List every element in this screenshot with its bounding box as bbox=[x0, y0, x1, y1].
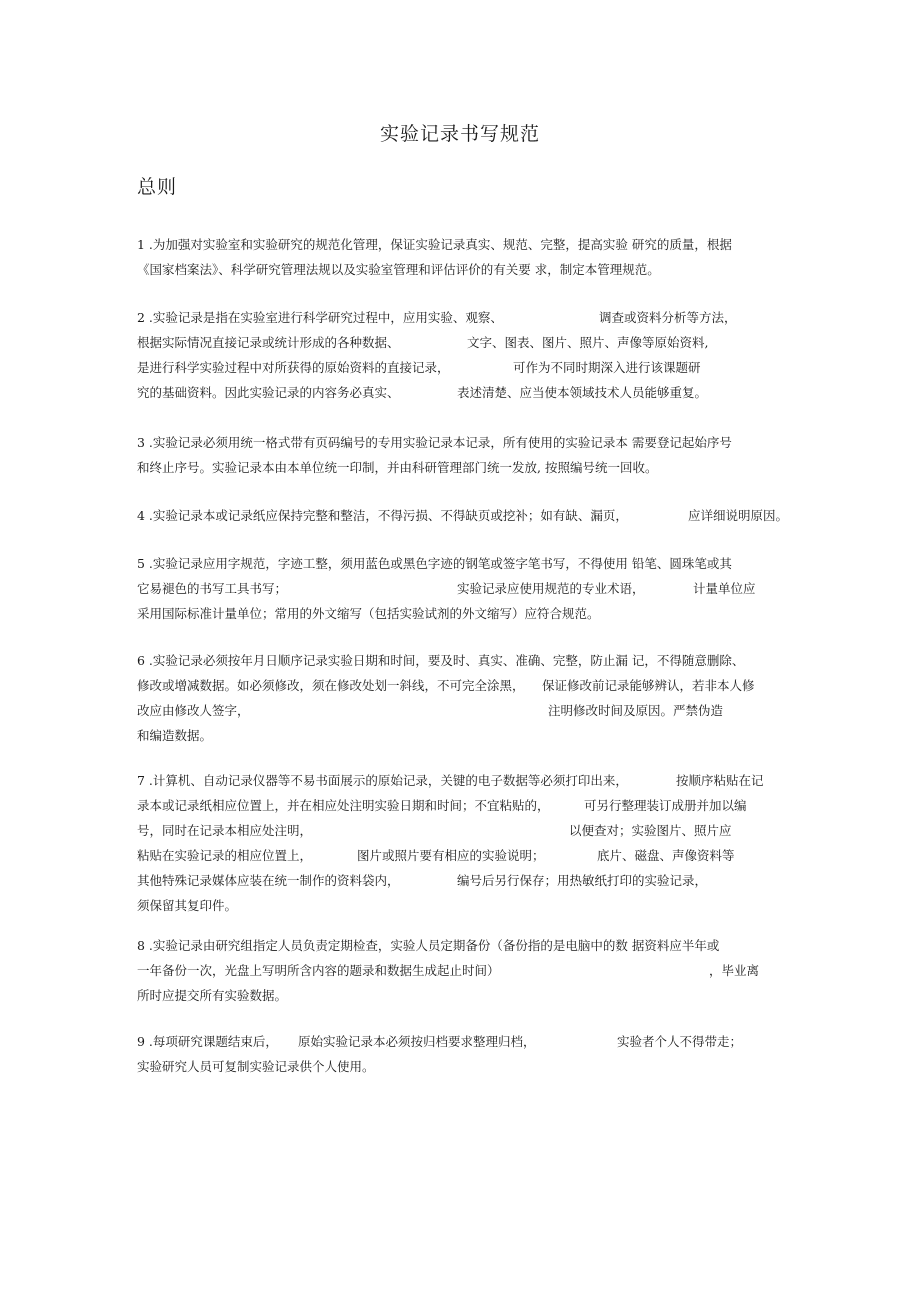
clause-line bbox=[137, 768, 797, 793]
clause-3 bbox=[137, 430, 797, 480]
clause-text: 图片或照片要有相应的实验说明； bbox=[357, 848, 545, 863]
clause-line bbox=[137, 983, 797, 1008]
clause-7 bbox=[137, 768, 797, 918]
clause-text: 表述清楚、应当使本领域技术人员能够重复。 bbox=[457, 385, 708, 400]
clause-line bbox=[137, 648, 797, 673]
clause-text: ，毕业离 bbox=[709, 963, 760, 978]
clause-text: 原始实验记录本必须按归档要求整理归档， bbox=[298, 1034, 536, 1049]
clause-text: 它易褪色的书写工具书写； bbox=[137, 581, 288, 596]
clause-line bbox=[137, 843, 797, 868]
clause-text: 修改或增减数据。如必须修改，须在修改处划一斜线，不可完全涂黑， bbox=[137, 678, 525, 693]
clause-line bbox=[137, 380, 797, 405]
clause-5 bbox=[137, 551, 797, 626]
clause-text: 和终止序号。实验记录本由本单位统一印制，并由科研管理部门统一发放, 按照编号统一回收。 bbox=[137, 460, 658, 475]
clause-text: 实验记录应使用规范的专业术语， bbox=[457, 581, 645, 596]
clause-text: 根据实际情况直接记录或统计形成的各种数据、 bbox=[137, 335, 400, 350]
clause-line bbox=[137, 723, 797, 748]
clause-text: 调查或资料分析等方法， bbox=[599, 310, 737, 325]
clause-2 bbox=[137, 305, 797, 405]
clause-text: 4 .实验记录本或记录纸应保持完整和整洁，不得污损、不得缺页或挖补；如有缺、漏页， bbox=[137, 508, 628, 523]
clause-text: 《国家档案法》、科学研究管理法规以及实验室管理和评估评价的有关要 求，制定本管理规范。 bbox=[137, 262, 660, 277]
clause-line bbox=[137, 698, 797, 723]
clause-text: 和编造数据。 bbox=[137, 728, 213, 743]
clause-text: 按顺序粘贴在记 bbox=[676, 773, 764, 788]
clause-text: 录本或记录纸相应位置上，并在相应处注明实验日期和时间；不宜粘贴的， bbox=[137, 798, 550, 813]
clause-line bbox=[137, 1054, 797, 1079]
clause-text: 应详细说明原因。 bbox=[688, 508, 789, 523]
clause-line bbox=[137, 551, 797, 576]
clause-text: 实验者个人不得带走； bbox=[617, 1034, 743, 1049]
clause-text: 一年备份一次，光盘上写明所含内容的题录和数据生成起止时间） bbox=[137, 963, 500, 978]
clause-line bbox=[137, 601, 797, 626]
clause-text: 所时应提交所有实验数据。 bbox=[137, 988, 288, 1003]
clause-text: 究的基础资料。因此实验记录的内容务必真实、 bbox=[137, 385, 400, 400]
clause-text: 采用国际标准计量单位；常用的外文缩写（包括实验试剂的外文缩写）应符合规范。 bbox=[137, 606, 600, 621]
clause-text: 注明修改时间及原因。严禁伪造 bbox=[548, 703, 724, 718]
clause-line bbox=[137, 430, 797, 455]
clause-text: 粘贴在实验记录的相应位置上， bbox=[137, 848, 313, 863]
clause-text: 改应由修改人签字， bbox=[137, 703, 250, 718]
clause-text: 7 .计算机、自动记录仪器等不易书面展示的原始记录，关键的电子数据等必须打印出来， bbox=[137, 773, 628, 788]
clause-9 bbox=[137, 1029, 797, 1079]
clause-text: 编号后另行保存；用热敏纸打印的实验记录， bbox=[457, 873, 708, 888]
clause-text: 须保留其复印件。 bbox=[137, 898, 238, 913]
clause-line bbox=[137, 330, 797, 355]
clause-text: 9 .每项研究课题结束后， bbox=[137, 1034, 278, 1049]
clause-text: 1 .为加强对实验室和实验研究的规范化管理，保证实验记录真实、规范、完整，提高实验 研究的质量，根据 bbox=[137, 237, 732, 252]
clause-line bbox=[137, 893, 797, 918]
clause-line bbox=[137, 958, 797, 983]
clause-line bbox=[137, 576, 797, 601]
clause-line bbox=[137, 232, 797, 257]
clause-text: 3 .实验记录必须用统一格式带有页码编号的专用实验记录本记录，所有使用的实验记录本 需要登记起始序号 bbox=[137, 435, 732, 450]
clause-line bbox=[137, 455, 797, 480]
clause-text: 6 .实验记录必须按年月日顺序记录实验日期和时间，要及时、真实、准确、完整，防止漏 记，不得随意删除、 bbox=[137, 653, 745, 668]
clause-text: 底片、磁盘、声像资料等 bbox=[597, 848, 735, 863]
clause-text: 是进行科学实验过程中对所获得的原始资料的直接记录， bbox=[137, 360, 450, 375]
clause-4 bbox=[137, 503, 797, 528]
clause-text: 可另行整理装订成册并加以编 bbox=[584, 798, 747, 813]
clause-line bbox=[137, 257, 797, 282]
clause-line bbox=[137, 793, 797, 818]
clause-line bbox=[137, 673, 797, 698]
clause-text: 以便查对；实验图片、照片应 bbox=[569, 823, 732, 838]
clause-1 bbox=[137, 232, 797, 282]
clause-text: 可作为不同时期深入进行该课题研 bbox=[513, 360, 701, 375]
clause-text: 计量单位应 bbox=[693, 581, 756, 596]
clause-line bbox=[137, 1029, 797, 1054]
clause-8 bbox=[137, 933, 797, 1008]
clause-text: 号，同时在记录本相应处注明， bbox=[137, 823, 313, 838]
clause-text: 保证修改前记录能够辨认，若非本人修 bbox=[542, 678, 755, 693]
clause-text: 8 .实验记录由研究组指定人员负责定期检查，实验人员定期备份（备份指的是电脑中的数 据资料应半年或 bbox=[137, 938, 720, 953]
document-title: 实验记录书写规范 bbox=[379, 123, 540, 145]
clause-line bbox=[137, 503, 797, 528]
clause-line bbox=[137, 868, 797, 893]
clause-line bbox=[137, 818, 797, 843]
clause-text: 2 .实验记录是指在实验室进行科学研究过程中，应用实验、观察、 bbox=[137, 310, 503, 325]
clause-text: 其他特殊记录媒体应装在统一制作的资料袋内， bbox=[137, 873, 400, 888]
section-heading: 总则 bbox=[137, 176, 178, 198]
clause-line bbox=[137, 355, 797, 380]
clause-line bbox=[137, 933, 797, 958]
clause-text: 文字、图表、图片、照片、声像等原始资料, bbox=[467, 335, 709, 350]
clause-text: 5 .实验记录应用字规范，字迹工整，须用蓝色或黑色字迹的钢笔或签字笔书写，不得使用 铅笔、圆珠笔或其 bbox=[137, 556, 732, 571]
clause-line bbox=[137, 305, 797, 330]
clause-6 bbox=[137, 648, 797, 748]
clause-text: 实验研究人员可复制实验记录供个人使用。 bbox=[137, 1059, 375, 1074]
